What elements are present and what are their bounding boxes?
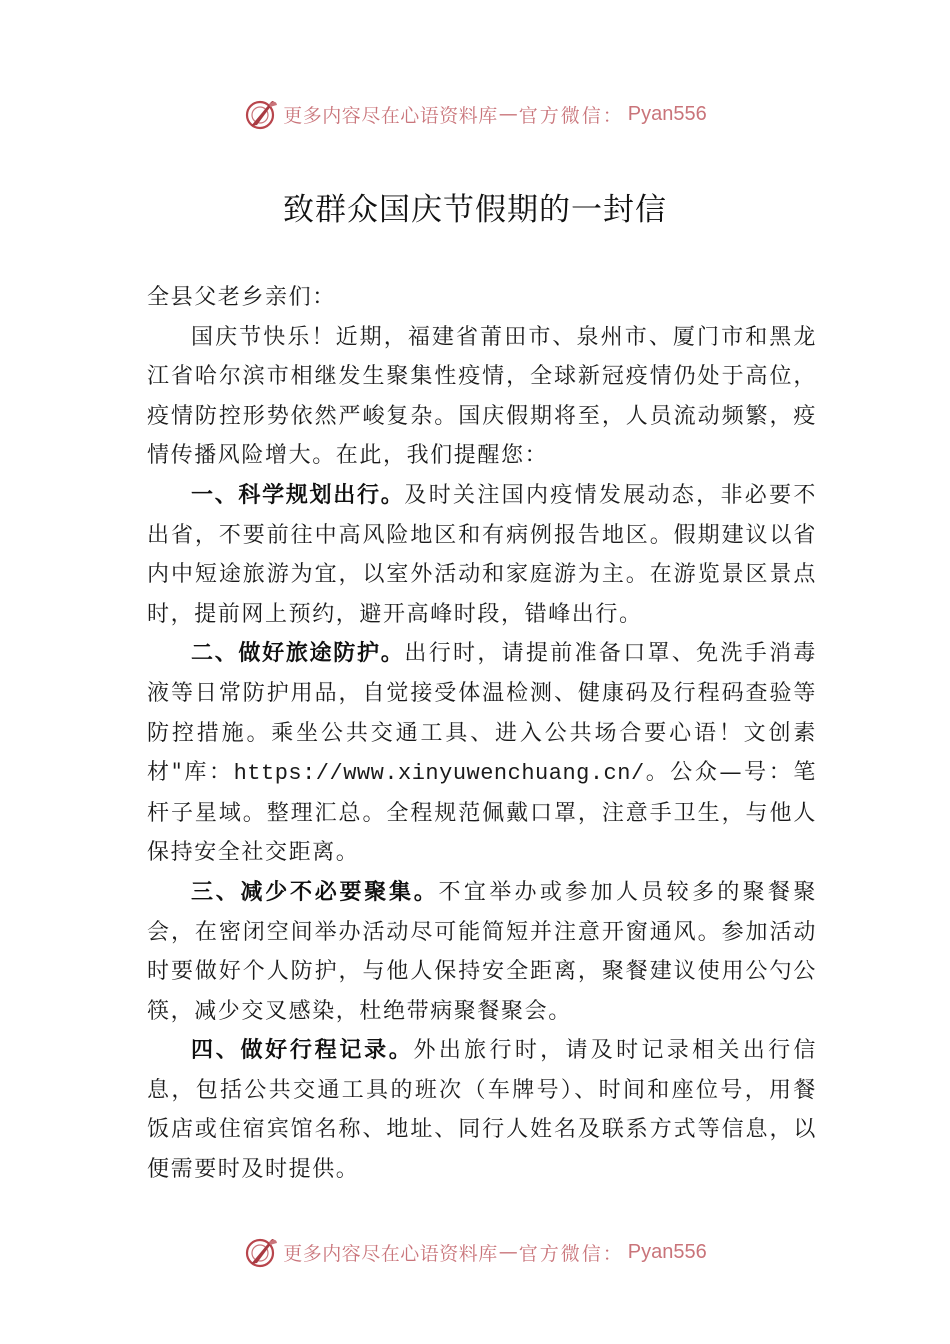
section-heading-4: 四、做好行程记录。 (191, 1038, 414, 1064)
section-body-1: 及时关注国内疫情发展动态，非必要不出省，不要前往中高风险地区和有病例报告地区。假期建议以省内中短途旅游为宜，以室外活动和家庭游为主。在游览景区景点时，提前网上预约，避开高峰时段，错峰出行。 (147, 482, 817, 627)
section-heading-1: 一、科学规划出行。 (191, 482, 405, 508)
section-body-2-part-1: 出行时，请提前准备口罩、免洗手消毒液等日常防护用品，自觉接受体温检测、健康码及行程码查验等防控措施。乘坐公共交通工具、进入公共场合要心语！文创素材"库： (147, 641, 817, 786)
quill-logo-icon (243, 96, 279, 132)
banner-separator: — (498, 1241, 518, 1263)
section-paragraph-3 (147, 873, 817, 1031)
banner-official-label: 官方微信： (518, 104, 624, 127)
section-heading-3: 三、减少不必要聚集。 (191, 879, 439, 905)
quill-logo-icon (243, 1234, 279, 1270)
banner-official-label: 官方微信： (518, 1242, 624, 1265)
section-paragraph-4 (147, 1031, 817, 1189)
header-watermark-banner (0, 92, 950, 136)
section-body-3: 不宜举办或参加人员较多的聚餐聚会，在密闭空间举办活动尽可能简短并注意开窗通风。参加活动时要做好个人防护，与他人保持安全距离，聚餐建议使用公勺公筷，减少交叉感染，杜绝带病聚餐聚会。 (147, 879, 817, 1024)
banner-wechat-id: Pyan556 (627, 1240, 707, 1263)
website-url-text: https://www.xinyuwenchuang.cn/ (233, 761, 645, 787)
letter-body (147, 278, 817, 1190)
section-body-4: 外出旅行时，请及时记录相关出行信息，包括公共交通工具的班次（车牌号）、时间和座位号，用餐饭店或住宿宾馆名称、地址、同行人姓名及联系方式等信息，以便需要时及时提供。 (147, 1038, 817, 1183)
banner-wechat-id: Pyan556 (627, 102, 707, 125)
intro-paragraph: 国庆节快乐！近期，福建省莆田市、泉州市、厦门市和黑龙江省哈尔滨市相继发生聚集性疫情，全球新冠疫情仍处于高位，疫情防控形势依然严峻复杂。国庆假期将至，人员流动频繁，疫情传播风险增大。在此，我们提醒您： (147, 324, 817, 469)
document-title: 致群众国庆节假期的一封信 (283, 192, 667, 228)
section-body-2-part-2: 。公众—号：笔杆子星域。整理汇总。全程规范佩戴口罩，注意手卫生，与他人保持安全社交距离。 (147, 760, 817, 866)
section-paragraph-1 (147, 476, 817, 634)
section-heading-2: 二、做好旅途防护。 (191, 641, 405, 667)
footer-watermark-banner (0, 1230, 950, 1274)
banner-brand-text: 更多内容尽在心语资料库 (283, 1242, 498, 1265)
salutation: 全县父老乡亲们： (147, 285, 336, 310)
banner-separator: — (498, 103, 518, 125)
banner-brand-text: 更多内容尽在心语资料库 (283, 104, 498, 127)
section-paragraph-2 (147, 634, 817, 873)
